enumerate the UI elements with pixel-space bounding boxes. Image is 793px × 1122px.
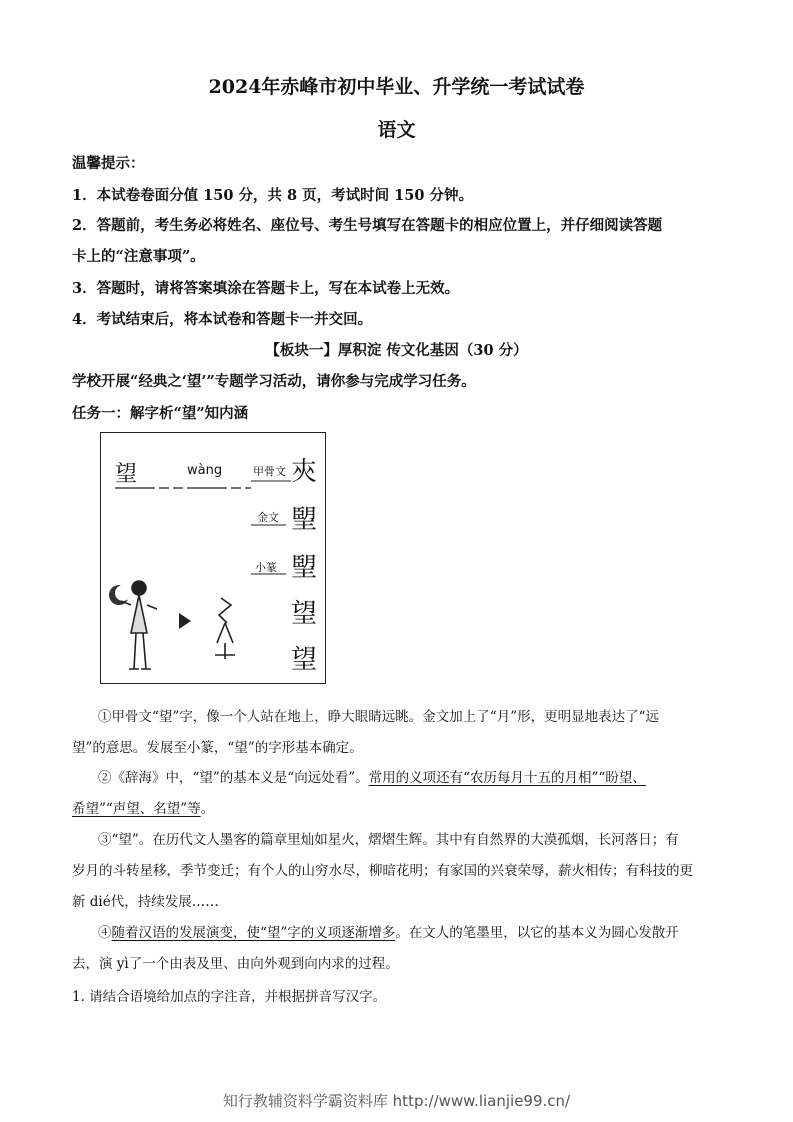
passage-p4-text: 。在文人的笔墨里，以它的基本义为圆心发散开 xyxy=(395,925,679,941)
section-intro: 学校开展“经典之‘望’”专题学习活动，请你参与完成学习任务。 xyxy=(72,373,476,390)
passage-p4-line2: 去，演 yì了一个由表及里、由向外观到向内求的过程。 xyxy=(72,956,399,972)
passage-p2-end: 。 xyxy=(200,801,215,817)
passage-p2-underlined: 常用的义项还有“农历每月十五的月相”“盼望、 xyxy=(368,770,646,786)
tip-item: 1．本试卷卷面分值 150 分，共 8 页，考试时间 150 分钟。 xyxy=(72,187,473,204)
character-evolution-figure xyxy=(100,432,326,684)
figure-character: 望 xyxy=(115,462,138,487)
arrow-icon xyxy=(179,613,191,629)
figure-pinyin: wàng xyxy=(187,463,223,478)
subject-title: 语文 xyxy=(377,119,416,141)
task-heading: 任务一：解字析“望”知内涵 xyxy=(72,405,249,422)
glyph-seal: 朢 xyxy=(291,553,318,583)
label-small-seal: 小篆 xyxy=(255,561,277,574)
passage-p4-marker: ④ xyxy=(98,925,112,941)
glyph-oracle: 㚒 xyxy=(291,457,318,487)
passage-p3-line1: ③“望”。在历代文人墨客的篇章里灿如星火，熠熠生辉。其中有自然界的大漠孤烟，长河落日；有 xyxy=(98,832,679,848)
tips-heading: 温馨提示： xyxy=(72,155,145,172)
passage-p1-line2: 望”的意思。发展至小篆，“望”的字形基本确定。 xyxy=(72,740,363,756)
tip-item: 3．答题时，请将答案填涂在答题卡上，写在本试卷上无效。 xyxy=(72,280,460,297)
label-bronze: 金文 xyxy=(257,511,279,524)
glyph-bronze: 朢 xyxy=(291,505,318,535)
passage-p4-underlined: 随着汉语的发展演变，使“望”字的义项逐渐增多 xyxy=(111,925,396,941)
label-oracle-bone: 甲骨文 xyxy=(253,465,286,478)
glyph-clerical: 望 xyxy=(291,599,318,629)
tip-item: 2．答题前，考生务必将姓名、座位号、考生号填写在答题卡的相应位置上，并仔细阅读答题 xyxy=(72,217,663,234)
passage-p1-line1: ①甲骨文“望”字，像一个人站在地上，睁大眼睛远眺。金文加上了“月”形，更明显地表达了“远 xyxy=(98,709,660,725)
passage-p3-line3: 新 dié代，持续发展…… xyxy=(72,894,219,910)
glyph-regular: 望 xyxy=(291,645,318,675)
tip-item: 卡上的“注意事项”。 xyxy=(72,248,205,265)
passage-p2-line2 xyxy=(72,797,214,817)
tip-item: 4．考试结束后，将本试卷和答题卡一并交回。 xyxy=(72,311,373,328)
footer-watermark: 知行教辅资料学霸资料库 http://www.lianjie99.cn/ xyxy=(222,1092,571,1110)
passage-p3-line2: 岁月的斗转星移，季节变迁；有个人的山穷水尽，柳暗花明；有家国的兴衰荣辱，薪火相传；有科技的更 xyxy=(72,863,693,879)
exam-title: 2024年赤峰市初中毕业、升学统一考试试卷 xyxy=(208,76,585,98)
question-1: 1. 请结合语境给加点的字注音，并根据拼音写汉字。 xyxy=(72,989,387,1005)
passage-p4-line1 xyxy=(98,921,679,941)
passage-p2-underlined-2: 希望”“声望、名望”等 xyxy=(72,801,201,817)
oracle-glyph-sketch xyxy=(215,598,235,659)
section-title: 【板块一】厚积淀 传文化基因（30 分） xyxy=(265,342,528,359)
passage-p2-line1 xyxy=(98,766,646,786)
passage-p2-text: ②《辞海》中，“望”的基本义是“向远处看”。 xyxy=(98,770,369,786)
